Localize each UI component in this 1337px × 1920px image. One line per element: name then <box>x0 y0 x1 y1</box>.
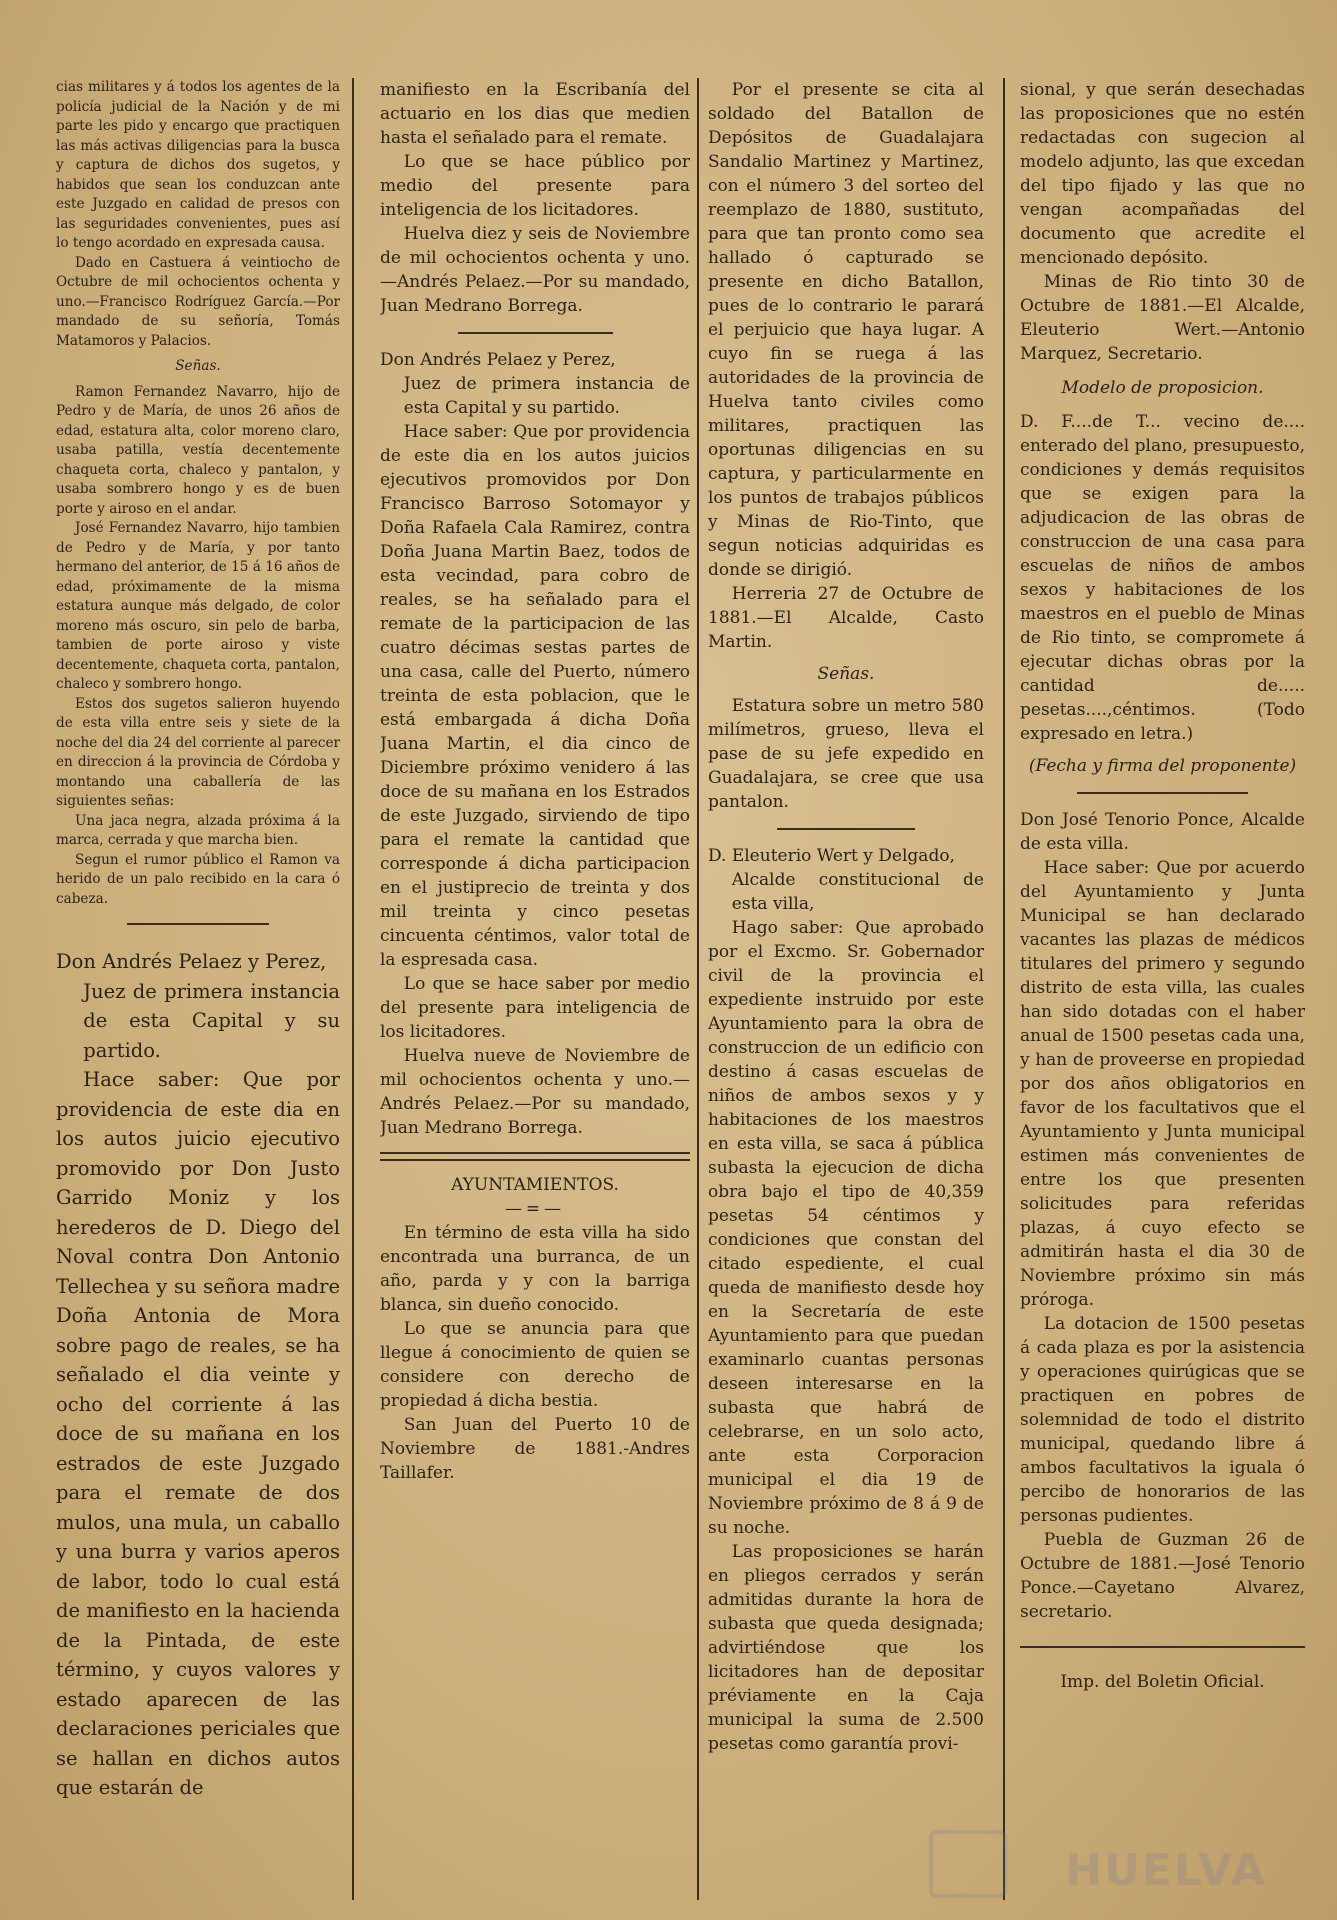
notice-body: Hace saber: Que por providencia de este dia en los autos juicios ejecutivos promovidos por Don Francisco Barroso Sotomayor y Doña Rafaela Cala Ramirez, contra Doña Juana Martin Baez, todos de esta vecindad, para cobro de reales, se ha señalado para el remate de la participacion de las cuatro décimas sestas partes de una casa, calle del Puerto, número treinta de esta poblacion, que le está embargada á dicha Doña Juana Martin, el dia cinco de Diciembre próximo venidero á las doce de su mañana en los Estrados de este Juzgado, sirviendo de tipo para el remate la cantidad que corresponde á dicha participacion en el justiprecio de treinta y dos mil treinta y cinco pesetas cincuenta céntimos, valor total de la espresada casa. <box>380 422 690 970</box>
notice-subheading: Juez de primera instancia de esta Capital y su partido. <box>83 979 340 1062</box>
found-animal-notice: En término de esta villa ha sido encontrada una burranca, de un año, parda y y con la barriga blanca, sin dueño conocido. <box>380 1223 690 1315</box>
rumor-paragraph: Segun el rumor público el Ramon va herido de un palo recibido en la cara ó cabeza. <box>56 851 340 907</box>
model-heading: Modelo de proposicion. <box>1061 378 1264 398</box>
double-separator <box>380 1152 690 1161</box>
separator <box>127 923 269 925</box>
escape-paragraph: Estos dos sugetos salieron huyendo de esta villa entre seis y siete de la noche del dia 24 del corriente al parecer en direccion á la provincia de Córdoba y montando una caballería de las siguientes señas: <box>56 695 340 809</box>
notice-publication: Lo que se hace saber por medio del presente para inteligencia de los licitadores. <box>380 974 690 1042</box>
notice-heading: D. Eleuterio Wert y Delgado, <box>708 846 955 866</box>
senas-heading: Señas. <box>817 664 875 684</box>
found-animal-purpose: Lo que se anuncia para que llegue á conocimiento de quien se considere con derecho de propiedad á dicha bestia. <box>380 1319 690 1411</box>
column-2 <box>380 78 690 1920</box>
notice-subheading: Juez de primera instancia de esta Capital y su partido. <box>403 374 690 418</box>
notice-publication: Lo que se hace público por medio del presente para inteligencia de los licitadores. <box>380 152 690 220</box>
notice-dateline: Huelva diez y seis de Noviembre de mil ochocientos ochenta y uno.—Andrés Pelaez.—Por su mandado, Juan Medrano Borrega. <box>380 224 690 316</box>
notice-heading: Don Andrés Pelaez y Perez, <box>56 950 327 973</box>
auction-conditions: Las proposiciones se harán en pliegos cerrados y serán admitidas durante la hora de subasta que queda designada; advirtiéndose que los licitadores han de depositar préviamente en la Caja municipal la suma de 2.500 pesetas como garantía provi- <box>708 1542 984 1754</box>
model-signature-line: (Fecha y firma del proponente) <box>1028 756 1297 776</box>
model-text: D. F....de T... vecino de.... enterado del plano, presupuesto, condiciones y demás requisitos que se exigen para la adjudicacion de las obras de construccion de una casa para escuelas de niños de ambos sexos y habitaciones de los maestros en el pueblo de Minas de Rio tinto, se compromete á ejecutar dichas obras por la cantidad de..... pesetas....,céntimos. (Todo expresado en letra.) <box>1020 412 1305 744</box>
horse-description: Una jaca negra, alzada próxima á la marca, cerrada y que marcha bien. <box>56 812 340 848</box>
separator <box>1020 1646 1305 1648</box>
vacancy-dateline: Puebla de Guzman 26 de Octubre de 1881.—José Tenorio Ponce.—Cayetano Alvarez, secretario. <box>1020 1530 1305 1622</box>
column-rule <box>352 78 354 1900</box>
edict-dateline: Dado en Castuera á veintiocho de Octubre de mil ochocientos ochenta y uno.—Francisco Rodríguez García.—Por mandado de su señoría, Tomás Matamoros y Palacios. <box>56 254 340 349</box>
separator <box>777 828 915 830</box>
column-rule <box>1003 78 1005 1900</box>
notice-heading: Don José Tenorio Ponce, Alcalde de esta villa. <box>1020 810 1305 854</box>
senas-heading: Señas. <box>175 358 221 374</box>
section-ornament: —=— <box>504 1199 566 1219</box>
column-3 <box>708 78 984 1920</box>
notice-body: Hace saber: Que por providencia de este dia en los autos juicio ejecutivo promovido por Don Justo Garrido Moniz y los herederos de D. Diego del Noval contra Don Antonio Tellechea y su señora madre Doña Antonia de Mora sobre pago de reales, se ha señalado el dia veinte y ocho del corriente á las doce de su mañana en los estrados de este Juzgado para el remate de dos mulos, una mula, un caballo y una burra y varios aperos de labor, todo lo cual está de manifiesto en la hacienda de la Pintada, de este término, y cuyos valores y estado aparecen de las declaraciones periciales que se hallan en dichos autos que estarán de <box>56 1068 340 1799</box>
vacancy-notice-body: Hace saber: Que por acuerdo del Ayuntamiento y Junta Municipal se han declarado vacantes las plazas de médicos titulares del primero y segundo distrito de esta villa, las cuales han sido dotadas con el haber anual de 1500 pesetas cada una, y han de proveerse en propiedad por dos años obligatorios en favor de los facultativos que el Ayuntamiento y Junta municipal estimen más convenientes de entre los que presenten solicitudes para referidas plazas, á cuyo efecto se admitirán hasta el dia 30 de Noviembre próximo sin más prórogа. <box>1020 858 1305 1310</box>
found-animal-dateline: San Juan del Puerto 10 de Noviembre de 1881.-Andres Taillafer. <box>380 1415 690 1483</box>
auction-dateline: Minas de Rio tinto 30 de Octubre de 1881.—El Alcalde, Eleuterio Wert.—Antonio Marquez, Secretario. <box>1020 272 1305 364</box>
soldier-description: Estatura sobre un metro 580 milímetros, grueso, lleva el pase de su jefe expedido en Guadalajara, se cree que usa pantalon. <box>708 696 984 812</box>
auction-notice-body: Hago saber: Que aprobado por el Excmo. Sr. Gobernador civil de la provincia el expediente instruido por este Ayuntamiento para la obra de construccion de un edificio con destino á casas escuelas de niños de ambos sexos y y habitaciones de los maestros en esta villa, se saca á pública subasta la ejecucion de dicha obra bajo el tipo de 40,359 pesetas 54 céntimos y condiciones que constan del citado espediente, el cual queda de manifiesto desde hoy en la Secretaría de este Ayuntamiento para que puedan examinarlo cuantas personas deseen interesarse en la subasta que habrá de celebrarse, en un solo acto, ante esta Corporacion municipal el dia 19 de Noviembre próximo de 8 á 9 de su noche. <box>708 918 984 1538</box>
notice-continuation: manifiesto en la Escribanía del actuario en los dias que medien hasta el señalado para el remate. <box>380 80 690 148</box>
vacancy-notice-details: La dotacion de 1500 pesetas á cada plaza es por la asistencia y operaciones quirúgicas que se practiquen en pobres de solemnidad de todo el distrito municipal, quedando libre á ambos facultativos la iguala ó percibo de honorarios de las personas pudientes. <box>1020 1314 1305 1526</box>
notice-dateline: Huelva nueve de Noviembre de mil ochocientos ochenta y uno.—Andrés Pelaez.—Por su mandado, Juan Medrano Borrega. <box>380 1046 690 1138</box>
notice-heading: Don Andrés Pelaez y Perez, <box>380 350 616 370</box>
column-rule <box>697 78 699 1900</box>
summons-dateline: Herreria 27 de Octubre de 1881.—El Alcalde, Casto Martin. <box>708 584 984 652</box>
suspect-description-1: Ramon Fernandez Navarro, hijo de Pedro y de María, de unos 26 años de edad, estatura alta, color moreno claro, usaba patilla, vestía decentemente chaqueta corta, chaleco y pantalon, y usaba sombrero hongo y es de buen porte y airoso en el andar. <box>56 383 340 517</box>
archive-seal-icon <box>929 1830 1007 1898</box>
archive-watermark: HUELVA <box>1065 1845 1267 1896</box>
separator <box>1077 792 1248 794</box>
column-4 <box>1020 78 1305 1920</box>
printer-imprint: Imp. del Boletin Oficial. <box>1060 1672 1265 1692</box>
suspect-description-2: José Fernandez Navarro, hijo tambien de Pedro y de María, y por tanto hermano del anterior, de 15 á 16 años de edad, próximamente de la misma estatura aunque más delgado, de color moreno más oscuro, sin pelo de barba, tambien de porte airoso y viste decentemente, chaqueta corta, pantalon, chaleco y sombrero hongo. <box>56 520 340 692</box>
summons-body: Por el presente se cita al soldado del Batallon de Depósitos de Guadalajara Sandalio Martinez y Martinez, con el número 3 del sorteo del reemplazo de 1880, sustituto, para que tan pronto como sea hallado ó capturado se presente en dicho Batallon, pues de lo contrario le parará el perjuicio que haya lugar. A cuyo fin se ruega á las autoridades de la provincia de Huelva tanto civiles como militares, practiquen las oportunas diligencias en su captura, y particularmente en los puntos de trabajos públicos y Minas de Rio-Tinto, que segun noticias adquiridas es donde se dirigió. <box>708 80 984 580</box>
edict-continuation: cias militares y á todos los agentes de la policía judicial de la Nación y de mi parte les pido y encargo que practiquen las más activas diligencias para la busca y captura de dichos dos sugetos, y habidos que sean los conduzcan ante este Juzgado en calidad de presos con las seguridades convenientes, pues así lo tengo acordado en expresada causa. <box>56 79 340 251</box>
separator <box>458 332 613 334</box>
section-title: AYUNTAMIENTOS. <box>451 1175 619 1195</box>
auction-conditions-continuation: sional, y que serán desechadas las proposiciones que no estén redactadas con sugecion al modelo adjunto, las que excedan del tipo fijado y las que no vengan acompañadas del documento que acredite el mencionado depósito. <box>1020 80 1305 268</box>
column-1 <box>56 78 340 1920</box>
notice-subheading: Alcalde constitucional de esta villa, <box>731 870 984 914</box>
